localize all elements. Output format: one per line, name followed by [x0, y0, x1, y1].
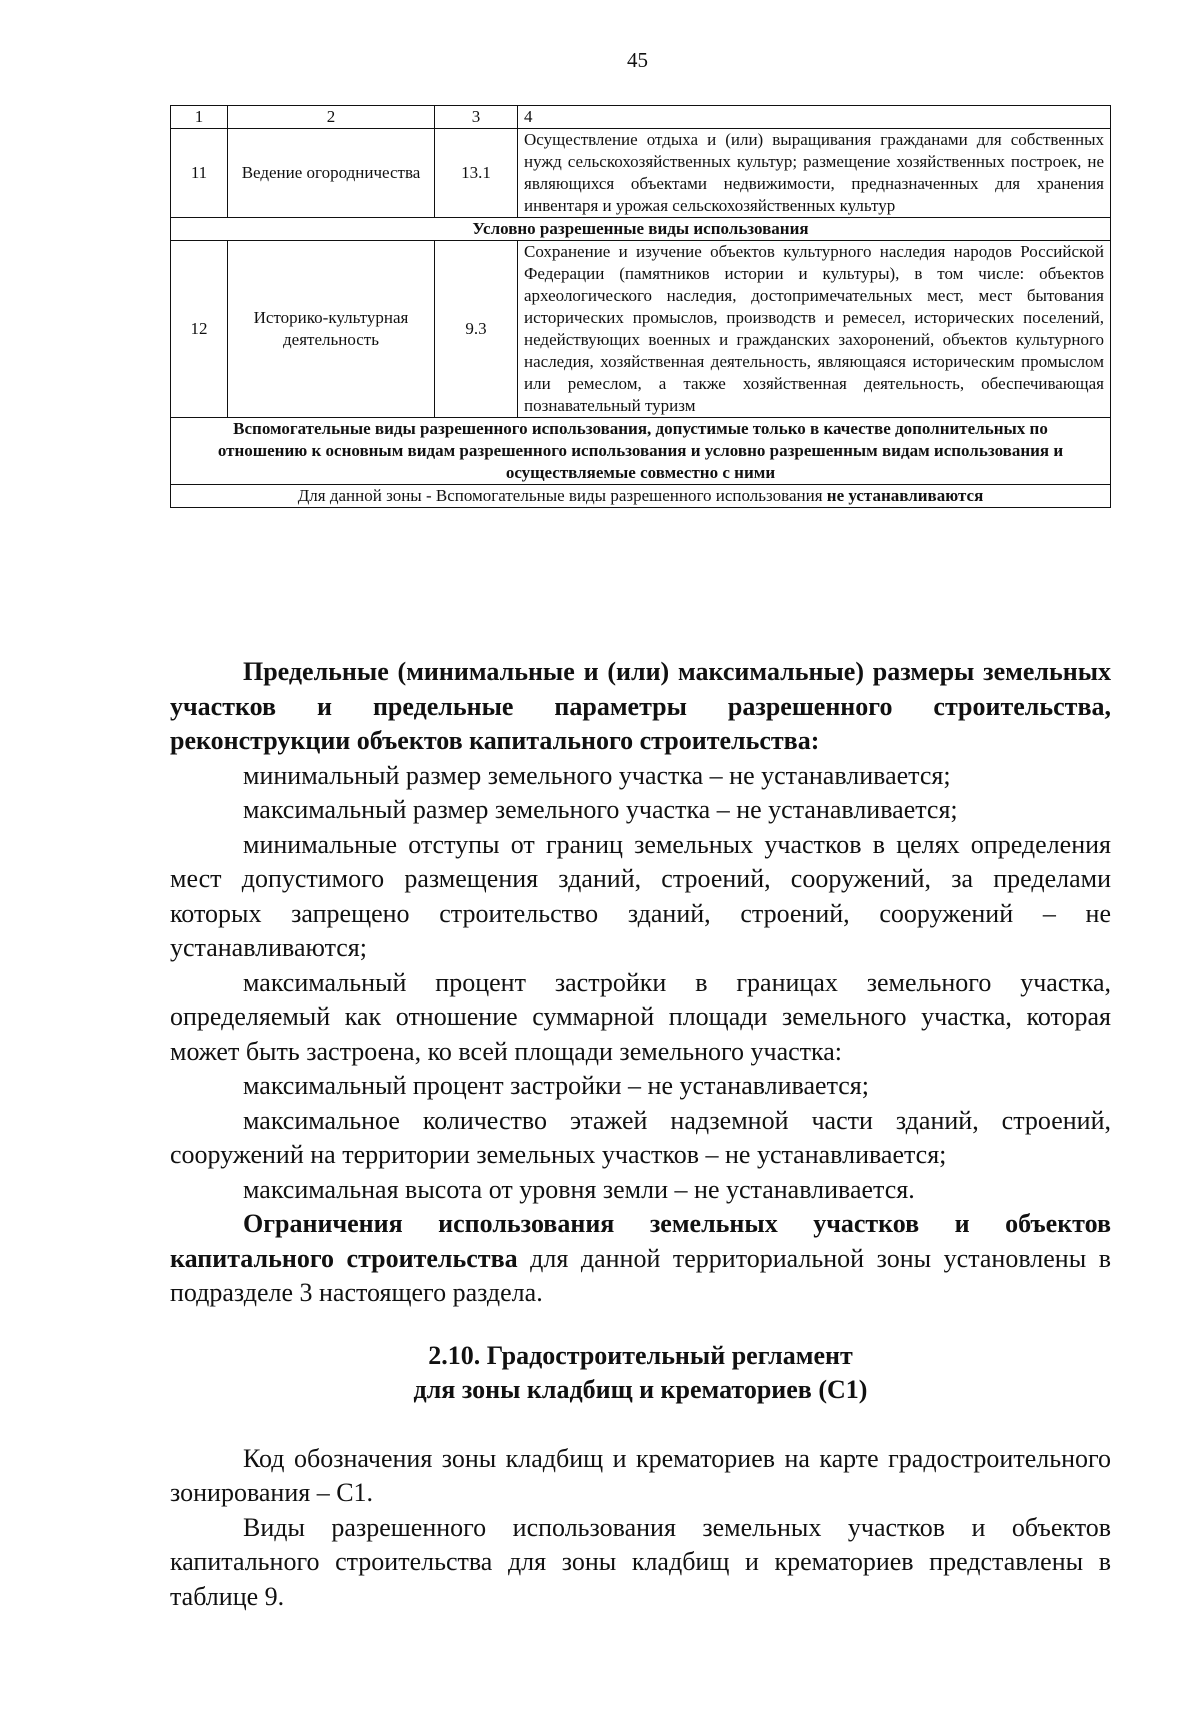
restrictions-rest: для данной территориальной зоны установлены в подразделе 3 настоящего раздела.: [170, 1243, 1111, 1307]
use-type-description: Осуществление отдыха и (или) выращивания гражданами для собственных нужд сельскохозяйственных культур; размещение хозяйственных построек, не являющихся объектами недвижимости, предназначенных для хранения инвентаря и урожая сельскохозяйственных культур: [518, 129, 1111, 218]
auxiliary-section-header: Вспомогательные виды разрешенного использования, допустимые только в качестве дополнительных по отношению к основным видам разрешенного использования и условно разрешенным видам использования и осуществляемые совместно с ними: [171, 418, 1111, 485]
use-type-code: 9.3: [435, 241, 518, 418]
auxiliary-note-row: [171, 485, 1111, 508]
limit-item: максимальная высота от уровня земли – не устанавливается.: [243, 1174, 915, 1204]
table-header-row: [171, 106, 1111, 129]
conditional-section-header: Условно разрешенные виды использования: [171, 218, 1111, 241]
limit-item: минимальный размер земельного участка – не устанавливается;: [243, 760, 951, 790]
use-type-description: Сохранение и изучение объектов культурного наследия народов Российской Федерации (памятников истории и культуры), в том числе: объектов археологического наследия, достопримечательных мест, мест бытования исторических промыслов, производств и ремесел, исторических поселений, недействующих военных и гражданских захоронений, объектов культурного наследия, хозяйственная деятельность, являющаяся историческим промыслом или ремеслом, а также хозяйственная деятельность, обеспечивающая познавательный туризм: [518, 241, 1111, 418]
column-header-3: 3: [435, 106, 518, 129]
permitted-use-table: [170, 105, 1111, 508]
section-title: 2.10. Градостроительный регламент: [428, 1340, 853, 1370]
restrictions-bold: Ограничения использования земельных участков и объектов капитального строительства: [170, 1209, 1111, 1273]
auxiliary-note-emphasis: не устанавливаются: [826, 486, 984, 505]
limits-heading: Предельные (минимальные и (или) максимальные) размеры земельных участков и предельные параметры разрешенного строительства, реконструкции объектов капитального строительства:: [170, 657, 1111, 755]
table-row: [171, 129, 1111, 218]
row-number: 11: [171, 129, 228, 218]
page-number: 45: [627, 48, 648, 72]
zone-code-paragraph: Код обозначения зоны кладбищ и крематориев на карте градостроительного зонирования – С1.: [170, 1443, 1111, 1507]
limit-item: максимальный процент застройки в границах земельного участка, определяемый как отношение суммарной площади земельного участка, которая может быть застроена, ко всей площади земельного участка:: [170, 967, 1111, 1066]
column-header-2: 2: [228, 106, 435, 129]
auxiliary-section-row: [171, 418, 1111, 485]
use-type-name: Историко-культурная деятельность: [228, 241, 435, 418]
column-header-4: 4: [518, 106, 1111, 129]
regulation-text: [170, 655, 1111, 1614]
use-type-name: Ведение огородничества: [228, 129, 435, 218]
table-row: [171, 241, 1111, 418]
restrictions-paragraph: [170, 1207, 1111, 1311]
row-number: 12: [171, 241, 228, 418]
column-header-1: 1: [171, 106, 228, 129]
auxiliary-note: [171, 485, 1111, 508]
limit-item: минимальные отступы от границ земельных участков в целях определения мест допустимого размещения зданий, строений, сооружений, за пределами которых запрещено строительство зданий, строений, сооружений – не устанавливаются;: [170, 829, 1111, 962]
limit-item: максимальный процент застройки – не устанавливается;: [243, 1071, 869, 1100]
auxiliary-note-text: Для данной зоны - Вспомогательные виды разрешенного использования: [297, 486, 823, 505]
conditional-section-row: [171, 218, 1111, 241]
limit-item: максимальный размер земельного участка – не устанавливается;: [243, 795, 958, 824]
use-types-paragraph: Виды разрешенного использования земельных участков и объектов капитального строительства для зоны кладбищ и крематориев представлены в таблице 9.: [170, 1512, 1111, 1611]
limit-item: максимальное количество этажей надземной части зданий, строений, сооружений на территории земельных участков – не устанавливается;: [170, 1105, 1111, 1169]
section-subtitle: для зоны кладбищ и крематориев (С1): [413, 1375, 868, 1404]
use-type-code: 13.1: [435, 129, 518, 218]
